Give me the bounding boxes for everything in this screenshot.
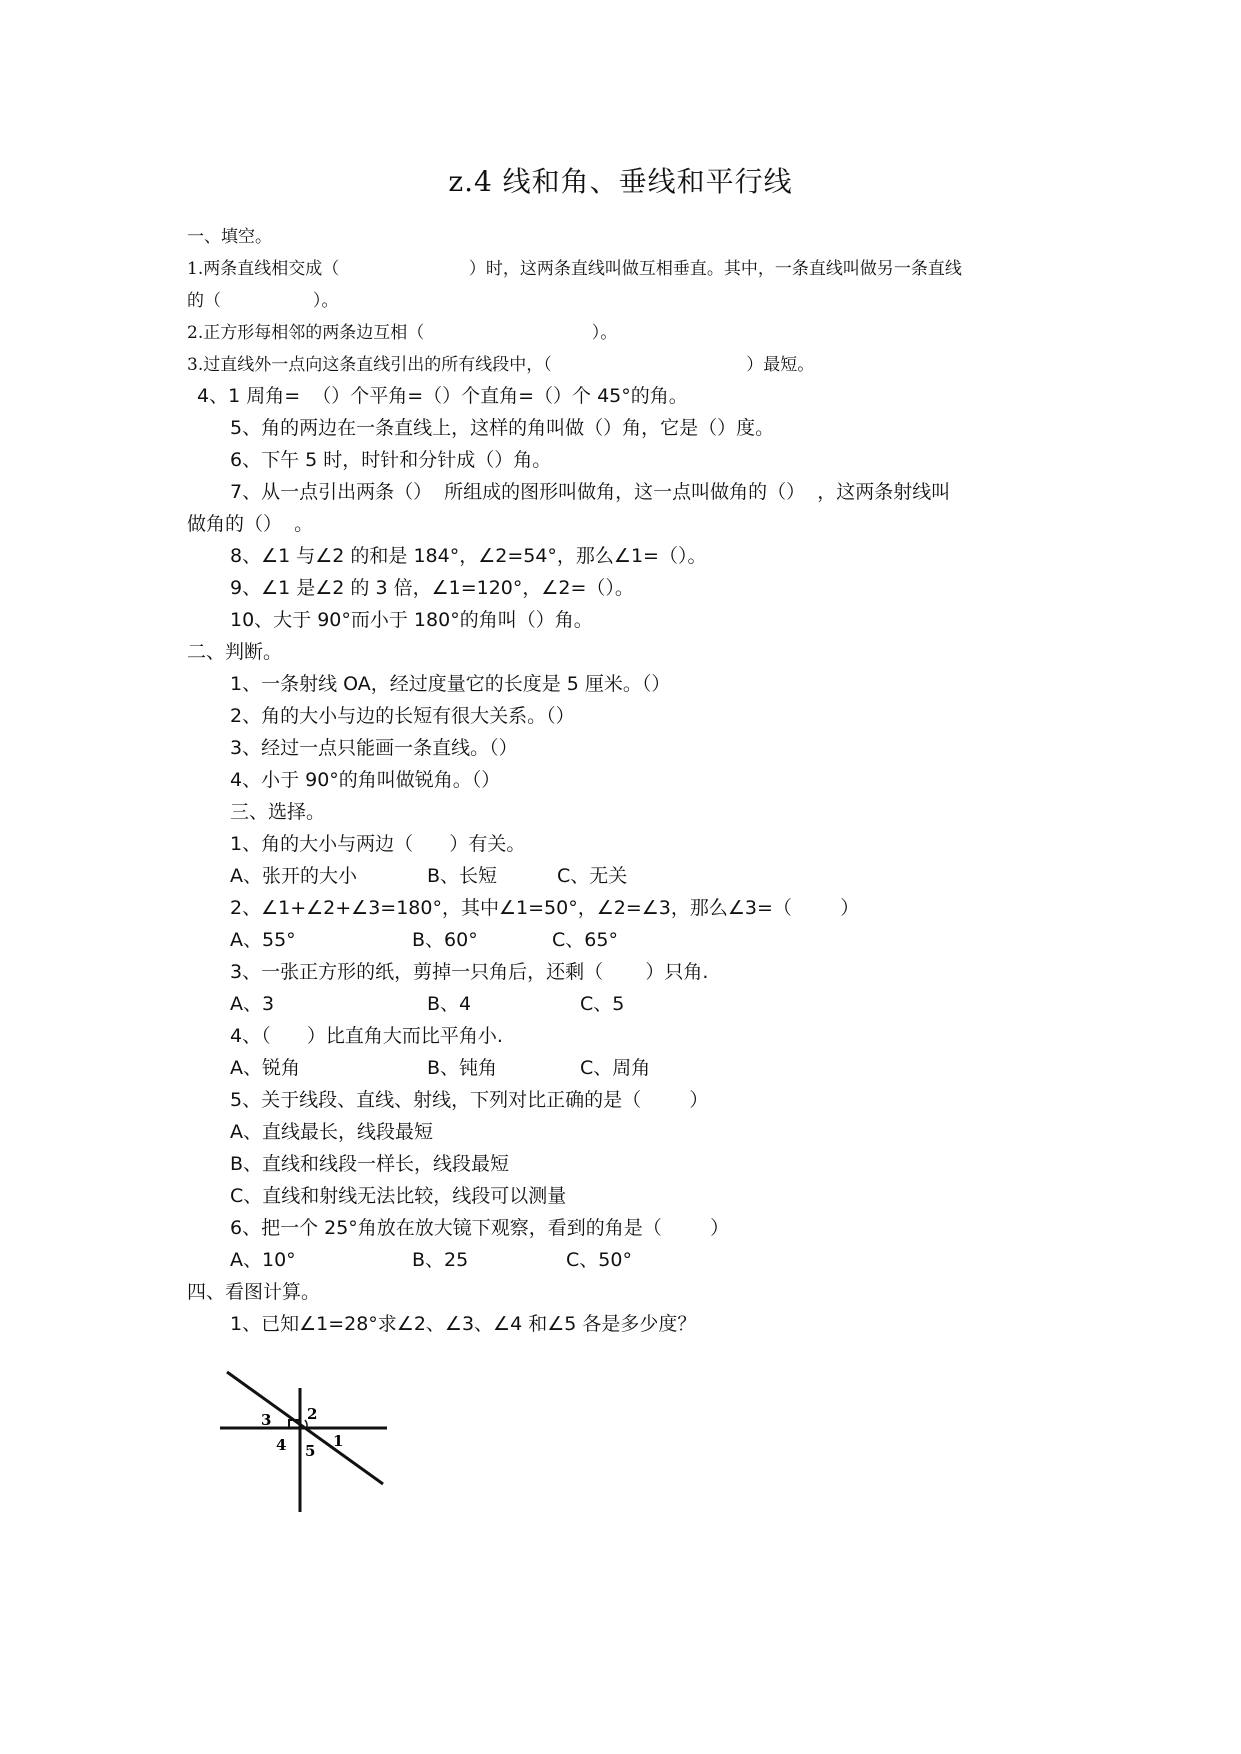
choice-option: C、50° — [566, 1249, 632, 1271]
judge-item: 2、角的大小与边的长短有很大关系。（） — [230, 705, 575, 727]
question-1-line2: 的（ ）。 — [187, 291, 339, 311]
question-2: 2.正方形每相邻的两条边互相（ ）。 — [187, 323, 618, 343]
choice-option: C、无关 — [557, 865, 628, 887]
question-7-line2: 做角的（） 。 — [187, 513, 314, 535]
judge-item: 1、一条射线 OA，经过度量它的长度是 5 厘米。（） — [230, 673, 671, 695]
choice-option: A、直线最长，线段最短 — [230, 1121, 433, 1143]
choice-question-6: 6、把一个 25°角放在放大镜下观察，看到的角是（ ） — [230, 1217, 730, 1239]
question-7-line1: 7、从一点引出两条（） 所组成的图形叫做角，这一点叫做角的（） ，这两条射线叫 — [230, 481, 951, 503]
choice-option: A、锐角 — [230, 1057, 300, 1079]
section1-heading: 一、填空。 — [187, 227, 272, 247]
choice-option: C、周角 — [580, 1057, 651, 1079]
choice-question-3: 3、一张正方形的纸，剪掉一只角后，还剩（ ）只角. — [230, 961, 709, 983]
choice-option: C、65° — [552, 929, 618, 951]
figure-question-1: 1、已知∠1=28°求∠2、∠3、∠4 和∠5 各是多少度？ — [230, 1313, 697, 1335]
choice-option: B、长短 — [427, 865, 498, 887]
section2-heading: 二、判断。 — [187, 641, 283, 663]
question-1-line1: 1.两条直线相交成（ ）时，这两条直线叫做互相垂直。其中，一条直线叫做另一条直线 — [187, 259, 962, 279]
angle-label: 3 — [261, 1411, 272, 1429]
question-4: 4、1 周角= （）个平角=（）个直角=（）个 45°的角。 — [197, 385, 688, 407]
choice-option: A、55° — [230, 929, 296, 951]
choice-option: A、3 — [230, 993, 275, 1015]
question-5: 5、角的两边在一条直线上，这样的角叫做（）角，它是（）度。 — [230, 417, 775, 439]
choice-option: B、钝角 — [427, 1057, 498, 1079]
choice-option: C、直线和射线无法比较，线段可以测量 — [230, 1185, 567, 1207]
question-8: 8、∠1 与∠2 的和是 184°，∠2=54°，那么∠1=（）。 — [230, 545, 707, 567]
question-10: 10、大于 90°而小于 180°的角叫（）角。 — [230, 609, 593, 631]
angle-label: 1 — [333, 1432, 344, 1450]
choice-question-2: 2、∠1+∠2+∠3=180°，其中∠1=50°，∠2=∠3，那么∠3=（ ） — [230, 897, 860, 919]
question-3: 3.过直线外一点向这条直线引出的所有线段中，（ ）最短。 — [187, 355, 815, 375]
choice-question-1: 1、角的大小与两边（ ）有关。 — [230, 833, 526, 855]
choice-question-4: 4、（ ）比直角大而比平角小. — [230, 1025, 503, 1047]
choice-option: A、张开的大小 — [230, 865, 357, 887]
choice-option: B、直线和线段一样长，线段最短 — [230, 1153, 510, 1175]
angle-label: 5 — [305, 1442, 316, 1460]
choice-question-5: 5、关于线段、直线、射线，下列对比正确的是（ ） — [230, 1089, 709, 1111]
choice-option: B、25 — [412, 1249, 469, 1271]
section4-heading: 四、看图计算。 — [187, 1281, 321, 1303]
judge-item: 3、经过一点只能画一条直线。（） — [230, 737, 518, 759]
page-title: z.4 线和角、垂线和平行线 — [448, 165, 793, 198]
question-9: 9、∠1 是∠2 的 3 倍，∠1=120°，∠2=（）。 — [230, 577, 634, 599]
choice-option: B、60° — [412, 929, 478, 951]
angle-diagram — [215, 1368, 405, 1518]
question-6: 6、下午 5 时，时针和分针成（）角。 — [230, 449, 552, 471]
judge-item: 4、小于 90°的角叫做锐角。（） — [230, 769, 501, 791]
choice-option: C、5 — [580, 993, 625, 1015]
angle-label: 4 — [276, 1436, 287, 1454]
angle-label: 2 — [307, 1405, 318, 1423]
choice-option: B、4 — [427, 993, 472, 1015]
choice-option: A、10° — [230, 1249, 296, 1271]
section3-heading: 三、选择。 — [230, 801, 326, 823]
